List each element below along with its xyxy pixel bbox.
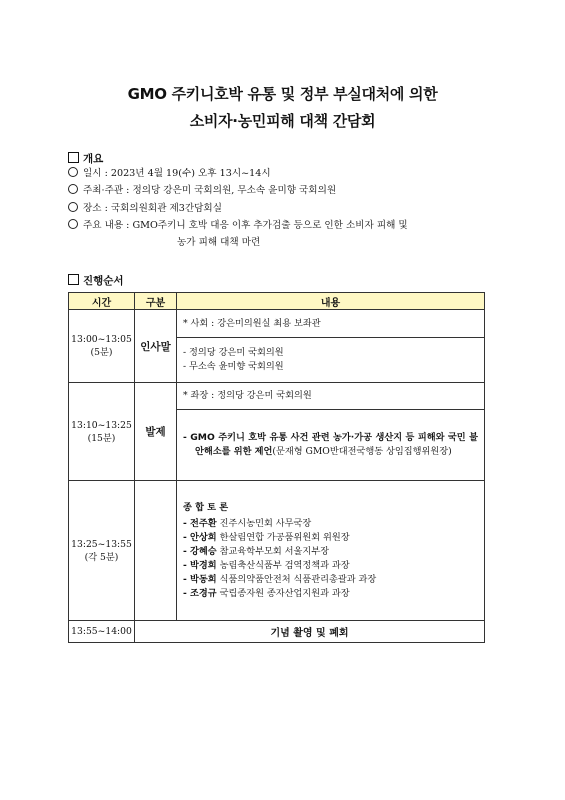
table-row bbox=[69, 621, 485, 643]
time-cell: 13:25~13:55 (각 5분) bbox=[69, 481, 135, 621]
panelist: - 박동희 식품의약품안전처 식품관리총괄과 과장 bbox=[183, 573, 377, 585]
overview-item-venue: 장소 : 국회의원회관 제3간담회실 bbox=[68, 202, 222, 215]
table-row bbox=[69, 383, 485, 410]
overview-item-content: 주요 내용 : GMO주키니 호박 대응 이후 추가검출 등으로 인한 소비자 피해 및 bbox=[68, 219, 408, 232]
closing-cell: 기념 촬영 및 폐회 bbox=[135, 621, 485, 643]
time-cell: 13:00~13:05 (5분) bbox=[69, 310, 135, 383]
document-title-line1: GMO 주키니호박 유통 및 정부 부실대처에 의한 bbox=[127, 85, 438, 103]
circle-bullet-icon bbox=[68, 167, 78, 177]
program-table bbox=[68, 292, 485, 643]
square-bullet-icon bbox=[68, 152, 79, 163]
header-content: 내용 bbox=[177, 293, 485, 310]
panelist: - 강혜승 참교육학부모회 서울지부장 bbox=[183, 545, 329, 557]
panelist: - 안상희 한살림연합 가공품위원회 위원장 bbox=[183, 531, 350, 543]
moderator-cell: * 사회 : 강은미의원실 최용 보좌관 bbox=[177, 310, 485, 338]
category-cell: 인사말 bbox=[135, 310, 177, 383]
header-category: 구분 bbox=[135, 293, 177, 310]
presentation-cell: - GMO 주키니 호박 유통 사건 관련 농가·가공 생산지 등 피해와 국민 불안해소를 위한 제언(문재형 GMO반대전국행동 상임집행위원장) bbox=[177, 410, 485, 481]
panelist: - 박경희 농림축산식품부 검역정책과 과장 bbox=[183, 559, 350, 571]
discussion-cell: 종 합 토 론 - 전주환 진주시농민회 사무국장 - 안상희 한살림연합 가공품위원회 위원장 - 강혜승 참교육학부모회 서울지부장 - 박경희 농림축산식품부 검역정책과 과장 - 박동희 식품의약품안전처 식품관리총괄과 과장 - 조경규 국립종자원 종자산업지원과 과장 bbox=[177, 481, 485, 621]
overview-item-host: 주최·주관 : 정의당 강은미 국회의원, 무소속 윤미향 국회의원 bbox=[68, 184, 336, 197]
chair-cell: * 좌장 : 정의당 강은미 국회의원 bbox=[177, 383, 485, 410]
greeting-speakers-cell: - 정의당 강은미 국회의원 - 무소속 윤미향 국회의원 bbox=[177, 338, 485, 383]
table-row bbox=[69, 481, 485, 621]
circle-bullet-icon bbox=[68, 184, 78, 194]
table-row bbox=[69, 310, 485, 338]
square-bullet-icon bbox=[68, 274, 79, 285]
program-heading: 진행순서 bbox=[68, 273, 124, 288]
panelist: - 전주환 진주시농민회 사무국장 bbox=[183, 517, 312, 529]
document-title-line2: 소비자·농민피해 대책 간담회 bbox=[189, 112, 376, 130]
circle-bullet-icon bbox=[68, 219, 78, 229]
category-cell bbox=[135, 481, 177, 621]
table-header-row bbox=[69, 293, 485, 310]
overview-heading: 개요 bbox=[68, 151, 103, 166]
panelist: - 조경규 국립종자원 종자산업지원과 과장 bbox=[183, 587, 350, 599]
category-cell: 발제 bbox=[135, 383, 177, 481]
time-cell: 13:10~13:25 (15분) bbox=[69, 383, 135, 481]
overview-item-content-continuation: 농가 피해 대책 마련 bbox=[177, 237, 261, 248]
header-time: 시간 bbox=[69, 293, 135, 310]
circle-bullet-icon bbox=[68, 202, 78, 212]
time-cell: 13:55~14:00 bbox=[69, 621, 135, 643]
overview-item-date: 일시 : 2023년 4월 19(수) 오후 13시~14시 bbox=[68, 167, 271, 180]
